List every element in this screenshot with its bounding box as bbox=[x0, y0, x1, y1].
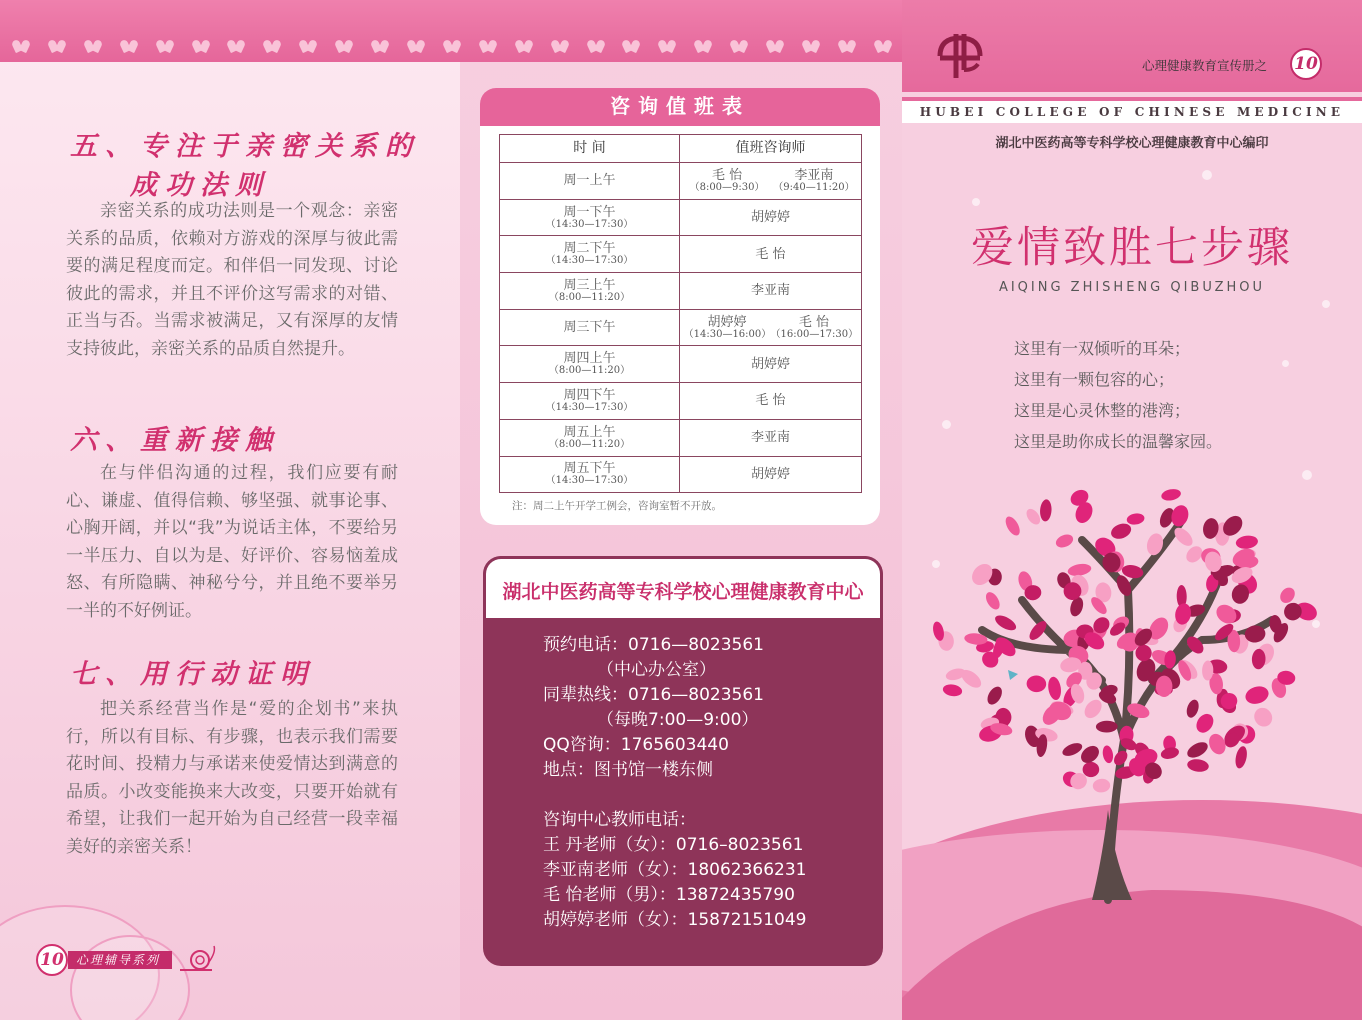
section-7-title: 七、用行动证明 bbox=[70, 659, 315, 690]
schedule-time-cell: 周四下午 （14:30—17:30） bbox=[500, 383, 680, 420]
publisher-org: 湖北中医药高等专科学校心理健康教育中心编印 bbox=[995, 136, 1269, 151]
schedule-row bbox=[500, 383, 862, 420]
schedule-row bbox=[500, 456, 862, 493]
college-english-name: HUBEI COLLEGE OF CHINESE MEDICINE bbox=[902, 97, 1362, 123]
contact-lines bbox=[543, 633, 806, 933]
snail-icon bbox=[176, 942, 220, 974]
schedule-counselor-cell: 李亚南 bbox=[680, 419, 862, 456]
col-header-time: 时 间 bbox=[500, 135, 680, 163]
schedule-counselor-cell: 毛 怡 bbox=[680, 236, 862, 273]
contact-line bbox=[543, 783, 806, 808]
schedule-row bbox=[500, 236, 862, 273]
schedule-row bbox=[500, 273, 862, 310]
contact-line: 毛 怡老师（男）：13872435790 bbox=[543, 885, 795, 905]
contact-line: 咨询中心教师电话： bbox=[543, 810, 696, 830]
page-number-badge: 10 bbox=[36, 944, 68, 976]
schedule-title: 咨询值班表 bbox=[480, 88, 880, 126]
contact-line: QQ咨询：1765603440 bbox=[543, 735, 729, 755]
schedule-card bbox=[480, 88, 880, 525]
contact-line: 地点：图书馆一楼东侧 bbox=[543, 760, 713, 780]
contact-line: （中心办公室） bbox=[543, 660, 717, 680]
schedule-counselor-cell: 胡婷婷 bbox=[680, 346, 862, 383]
schedule-counselor-cell: 胡婷婷 bbox=[680, 199, 862, 236]
left-panel bbox=[0, 0, 460, 1020]
contact-line: 王 丹老师（女）：0716–8023561 bbox=[543, 835, 804, 855]
contact-line: 胡婷婷老师（女）：15872151049 bbox=[543, 910, 807, 930]
contact-line: 李亚南老师（女）：18062366231 bbox=[543, 860, 807, 880]
schedule-table bbox=[499, 134, 862, 493]
schedule-row bbox=[500, 346, 862, 383]
schedule-counselor-cell: 毛 怡 （8:00—9:30） 李亚南 （9:40—11:20） bbox=[680, 163, 862, 200]
schedule-row bbox=[500, 419, 862, 456]
booklet-number: 10 bbox=[1290, 48, 1322, 80]
section-6-title: 六、重新接触 bbox=[70, 425, 280, 456]
schedule-counselor-cell: 李亚南 bbox=[680, 273, 862, 310]
schedule-row bbox=[500, 163, 862, 200]
series-label: 心理辅导系列 bbox=[68, 951, 172, 969]
cover-poem: 这里有一双倾听的耳朵； 这里有一颗包容的心； 这里是心灵休整的港湾； 这里是助你成长的温馨家园。 bbox=[1014, 339, 1223, 451]
schedule-time-cell: 周一上午 bbox=[500, 163, 680, 200]
cover-title: 爱情致胜七步骤 bbox=[971, 223, 1293, 273]
contact-line: 预约电话：0716—8023561 bbox=[543, 635, 764, 655]
schedule-time-cell: 周四上午 （8:00—11:20） bbox=[500, 346, 680, 383]
schedule-counselor-cell: 胡婷婷 （14:30—16:00） 毛 怡 （16:00—17:30） bbox=[680, 309, 862, 346]
contact-title: 湖北中医药高等专科学校心理健康教育中心 bbox=[483, 556, 883, 618]
schedule-row bbox=[500, 309, 862, 346]
section-5-body: 亲密关系的成功法则是一个观念：亲密关系的品质，依赖对方游戏的深厚与彼此需要的满足程度而定。和伴侣一同发现、讨论彼此的需求，并且不评价这写需求的对错、正当与否。当需求被满足，又有深厚的友情支持彼此，亲密关系的品质自然提升。 bbox=[66, 201, 398, 359]
section-7-body: 把关系经营当作是“爱的企划书”来执行，所以有目标、有步骤，也表示我们需要花时间、投精力与承诺来使爱情达到满意的品质。小改变能换来大改变，只要开始就有希望，让我们一起开始为自己经营一段幸福美好的亲密关系！ bbox=[66, 699, 398, 857]
booklet-series: 心理健康教育宣传册之 bbox=[1142, 58, 1268, 73]
cover-pinyin: AIQING ZHISHENG QIBUZHOU bbox=[998, 280, 1266, 295]
contact-card bbox=[483, 556, 883, 966]
schedule-counselor-cell: 毛 怡 bbox=[680, 383, 862, 420]
schedule-note: 注：周二上午开学工例会，咨询室暂不开放。 bbox=[512, 500, 722, 512]
schedule-counselor-cell: 胡婷婷 bbox=[680, 456, 862, 493]
section-5-title: 五、专注于亲密关系的 成功法则 bbox=[70, 131, 420, 201]
schedule-time-cell: 周五上午 （8:00—11:20） bbox=[500, 419, 680, 456]
schedule-time-cell: 周三下午 bbox=[500, 309, 680, 346]
schedule-row bbox=[500, 199, 862, 236]
schedule-time-cell: 周三上午 （8:00—11:20） bbox=[500, 273, 680, 310]
schedule-time-cell: 周一下午 （14:30—17:30） bbox=[500, 199, 680, 236]
contact-line: （每晚7:00—9:00） bbox=[543, 710, 759, 730]
lotus-border bbox=[12, 38, 892, 56]
schedule-time-cell: 周二下午 （14:30—17:30） bbox=[500, 236, 680, 273]
tree-illustration bbox=[902, 480, 1362, 1020]
col-header-counselor: 值班咨询师 bbox=[680, 135, 862, 163]
contact-line: 同辈热线：0716—8023561 bbox=[543, 685, 764, 705]
section-6-body: 在与伴侣沟通的过程，我们应要有耐心、谦虚、值得信赖、够坚强、就事论事、心胸开阔，并以“我”为说话主体，不要给另一半压力、自以为是、好评价、容易恼羞成怒、有所隐瞒、神秘兮兮，并且绝不要举另一半的不好例证。 bbox=[66, 463, 398, 621]
college-logo-icon bbox=[934, 30, 986, 82]
cover-panel bbox=[902, 0, 1362, 1020]
schedule-time-cell: 周五下午 （14:30—17:30） bbox=[500, 456, 680, 493]
top-band bbox=[0, 0, 902, 62]
